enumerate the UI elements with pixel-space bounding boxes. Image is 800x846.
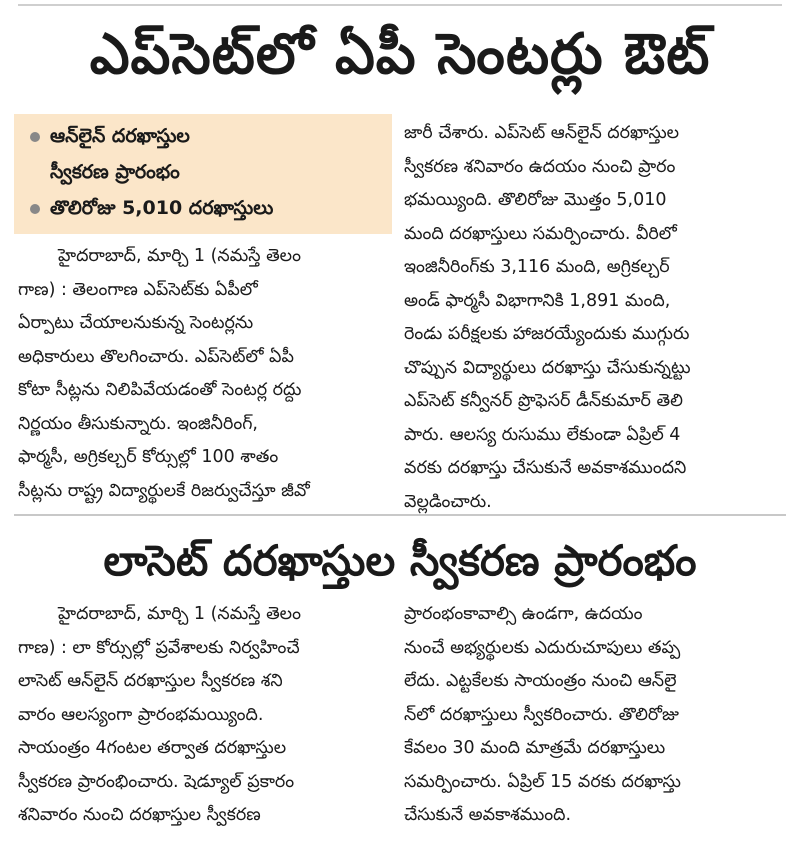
article-text-line: గాణ) : తెలంగాణ ఎప్‌సెట్‌కు ఏపీలో bbox=[18, 279, 258, 300]
article-text-line: స్వీకరణ శనివారం ఉదయం నుంచి ప్రారం bbox=[404, 156, 676, 177]
article-text-line: ఫార్మసీ, అగ్రికల్చర్ కోర్సుల్లో 100 శాతం bbox=[18, 447, 279, 467]
article1-headline: ఎప్‌సెట్‌లో ఏపీ సెంటర్లు ఔట్ bbox=[89, 22, 711, 87]
article-text-line: ఎప్‌సెట్ కన్వీనర్ ప్రొఫెసర్ డీన్‌కుమార్ తెలి bbox=[404, 391, 683, 411]
highlight-item bbox=[28, 118, 382, 190]
article-text-line: కోటా సీట్లను నిలిపివేయడంతో సెంటర్ల రద్దు bbox=[18, 380, 302, 400]
article-text-line: భమయ్యింది. తొలిరోజు మొత్తం 5,010 bbox=[404, 190, 667, 210]
article-text-line: నిర్ణయం తీసుకున్నారు. ఇంజినీరింగ్, bbox=[18, 413, 258, 434]
article-text-line: శనివారం నుంచి దరఖాస్తుల స్వీకరణ bbox=[18, 805, 261, 825]
article-text-line: కేవలం 30 మంది మాత్రమే దరఖాస్తులు bbox=[404, 738, 666, 758]
highlight-line: ఆన్‌లైన్ దరఖాస్తుల bbox=[50, 125, 190, 147]
article-text-line: న్‌లో దరఖాస్తులు స్వీకరించారు. తొలిరోజు bbox=[404, 704, 679, 725]
article-text-line: సాయంత్రం 4గంటల తర్వాత దరఖాస్తుల bbox=[18, 738, 287, 758]
article1-highlights-box bbox=[14, 114, 392, 234]
article-text-line: వారం ఆలస్యంగా ప్రారంభమయ్యింది. bbox=[18, 704, 264, 725]
highlight-line: తొలిరోజు 5,010 దరఖాస్తులు bbox=[50, 197, 274, 219]
article-text-line: జారీ చేశారు. ఎప్‌సెట్ ఆన్‌లైన్ దరఖాస్తుల bbox=[404, 123, 680, 143]
article-text-line: ప్రారంభంకావాల్సి ఉండగా, ఉదయం bbox=[404, 604, 643, 624]
article-divider bbox=[14, 514, 786, 516]
article-text-line: లాసెట్ ఆన్‌లైన్ దరఖాస్తుల స్వీకరణ శని bbox=[18, 671, 283, 691]
top-rule bbox=[18, 4, 782, 6]
article-text-line: వరకు దరఖాస్తు చేసుకునే అవకాశముందని bbox=[404, 458, 687, 478]
article2-right-column bbox=[404, 598, 784, 833]
article-text-line: గాణ) : లా కోర్సుల్లో ప్రవేశాలకు నిర్వహించే bbox=[18, 637, 300, 658]
article1-left-column bbox=[18, 240, 390, 508]
highlight-line: స్వీకరణ ప్రారంభం bbox=[50, 161, 180, 183]
article-text-line: చేసుకునే అవకాశముంది. bbox=[404, 805, 572, 825]
article-text-line: హైదరాబాద్, మార్చి 1 (నమస్తే తెలం bbox=[58, 246, 301, 266]
article-text-line: అధికారులు తొలగించారు. ఎప్‌సెట్‌లో ఏపీ bbox=[18, 346, 294, 367]
article-text-line: హైదరాబాద్, మార్చి 1 (నమస్తే తెలం bbox=[58, 604, 301, 624]
highlight-item bbox=[28, 190, 382, 226]
article-text-line: రెండు పరీక్షలకు హాజరయ్యేందుకు ముగ్గురు bbox=[404, 324, 690, 344]
article-text-line: చొప్పున విద్యార్థులు దరఖాస్తు చేసుకున్నట్టు bbox=[404, 357, 691, 378]
article-text-line: స్వీకరణ ప్రారంభించారు. షెడ్యూల్ ప్రకారం bbox=[18, 771, 295, 792]
article2-headline: లాసెట్ దరఖాస్తుల స్వీకరణ ప్రారంభం bbox=[103, 536, 697, 585]
bullet-icon bbox=[30, 204, 40, 214]
article1-right-column bbox=[404, 117, 784, 519]
article-text-line: సీట్లను రాష్ట్ర విద్యార్థులకే రిజర్వుచేస్తూ జీవో bbox=[18, 480, 310, 501]
article-text-line: అండ్ ఫార్మసీ విభాగానికి 1,891 మంది, bbox=[404, 290, 671, 311]
article-text-line: వెల్లడించారు. bbox=[404, 491, 492, 512]
article-text-line: మంది దరఖాస్తులు సమర్పించారు. వీరిలో bbox=[404, 223, 677, 244]
article-text-line: పారు. ఆలస్య రుసుము లేకుండా ఏప్రిల్ 4 bbox=[404, 424, 681, 445]
article-text-line: లేదు. ఎట్టకేలకు సాయంత్రం నుంచి ఆన్‌లై bbox=[404, 671, 677, 691]
article-text-line: ఏర్పాటు చేయాలనుకున్న సెంటర్లను bbox=[18, 313, 254, 333]
article-text-line: నుంచే అభ్యర్థులకు ఎదురుచూపులు తప్ప bbox=[404, 637, 681, 658]
bullet-icon bbox=[30, 132, 40, 142]
article-text-line: ఇంజినీరింగ్‌కు 3,116 మంది, అగ్రికల్చర్ bbox=[404, 257, 670, 277]
article2-left-column bbox=[18, 598, 390, 833]
article-text-line: సమర్పించారు. ఏప్రిల్ 15 వరకు దరఖాస్తు bbox=[404, 771, 681, 792]
